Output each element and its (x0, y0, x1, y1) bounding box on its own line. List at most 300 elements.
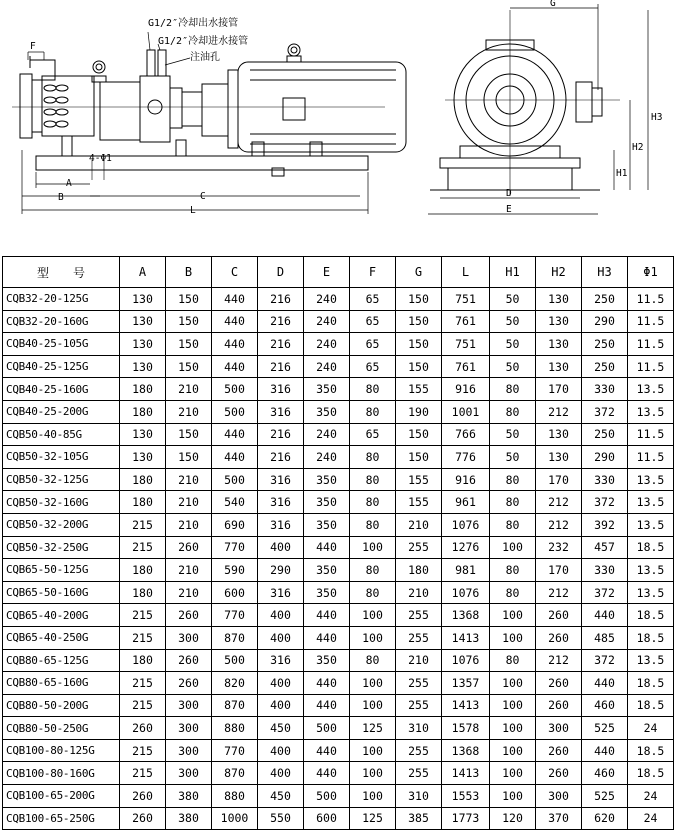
table-row (3, 446, 674, 469)
value-cell: 100 (490, 762, 536, 785)
value-cell: 460 (582, 762, 628, 785)
value-cell: 210 (396, 513, 442, 536)
value-cell: 18.5 (628, 626, 674, 649)
value-cell: 212 (536, 491, 582, 514)
value-cell: 100 (490, 785, 536, 808)
value-cell: 215 (120, 536, 166, 559)
column-header: G (396, 257, 442, 288)
value-cell: 24 (628, 785, 674, 808)
value-cell: 65 (350, 355, 396, 378)
dim-label-H2: H2 (632, 142, 644, 153)
model-cell: CQB65-50-160G (3, 581, 120, 604)
table-row (3, 288, 674, 311)
value-cell: 100 (350, 626, 396, 649)
value-cell: 240 (304, 333, 350, 356)
pump-outline-drawing (0, 0, 675, 252)
value-cell: 330 (582, 559, 628, 582)
value-cell: 1076 (442, 581, 490, 604)
value-cell: 620 (582, 807, 628, 830)
value-cell: 961 (442, 491, 490, 514)
value-cell: 50 (490, 446, 536, 469)
value-cell: 215 (120, 762, 166, 785)
value-cell: 100 (490, 672, 536, 695)
value-cell: 350 (304, 400, 350, 423)
dim-label-E: E (506, 204, 512, 215)
value-cell: 150 (396, 333, 442, 356)
value-cell: 50 (490, 288, 536, 311)
value-cell: 180 (120, 468, 166, 491)
value-cell: 100 (490, 536, 536, 559)
value-cell: 13.5 (628, 491, 674, 514)
value-cell: 250 (582, 423, 628, 446)
model-cell: CQB65-40-250G (3, 626, 120, 649)
value-cell: 150 (396, 446, 442, 469)
value-cell: 125 (350, 807, 396, 830)
table-row (3, 649, 674, 672)
value-cell: 11.5 (628, 310, 674, 333)
value-cell: 50 (490, 355, 536, 378)
value-cell: 316 (258, 400, 304, 423)
table-header-row (3, 257, 674, 288)
table-row (3, 468, 674, 491)
value-cell: 24 (628, 717, 674, 740)
value-cell: 130 (120, 423, 166, 446)
value-cell: 100 (350, 785, 396, 808)
value-cell: 350 (304, 378, 350, 401)
value-cell: 170 (536, 559, 582, 582)
value-cell: 776 (442, 446, 490, 469)
value-cell: 212 (536, 581, 582, 604)
value-cell: 80 (350, 559, 396, 582)
value-cell: 215 (120, 626, 166, 649)
value-cell: 485 (582, 626, 628, 649)
value-cell: 255 (396, 626, 442, 649)
value-cell: 100 (490, 694, 536, 717)
value-cell: 260 (166, 536, 212, 559)
value-cell: 24 (628, 807, 674, 830)
value-cell: 590 (212, 559, 258, 582)
model-cell: CQB40-25-125G (3, 355, 120, 378)
value-cell: 150 (166, 333, 212, 356)
value-cell: 820 (212, 672, 258, 695)
value-cell: 400 (258, 739, 304, 762)
dim-label-B: B (58, 192, 64, 203)
value-cell: 65 (350, 333, 396, 356)
value-cell: 180 (120, 378, 166, 401)
value-cell: 13.5 (628, 559, 674, 582)
table-row (3, 807, 674, 830)
value-cell: 80 (490, 581, 536, 604)
value-cell: 80 (490, 491, 536, 514)
value-cell: 18.5 (628, 739, 674, 762)
value-cell: 13.5 (628, 513, 674, 536)
value-cell: 210 (166, 468, 212, 491)
value-cell: 215 (120, 672, 166, 695)
value-cell: 500 (212, 649, 258, 672)
value-cell: 170 (536, 378, 582, 401)
model-cell: CQB50-32-105G (3, 446, 120, 469)
model-cell: CQB100-65-200G (3, 785, 120, 808)
value-cell: 18.5 (628, 604, 674, 627)
value-cell: 751 (442, 333, 490, 356)
value-cell: 330 (582, 468, 628, 491)
note-outlet: G1/2″冷却出水接管 (148, 18, 239, 29)
value-cell: 330 (582, 378, 628, 401)
value-cell: 100 (490, 717, 536, 740)
table-row (3, 355, 674, 378)
dim-label-G: G (550, 0, 556, 9)
value-cell: 290 (582, 446, 628, 469)
model-cell: CQB80-65-160G (3, 672, 120, 695)
value-cell: 880 (212, 717, 258, 740)
value-cell: 215 (120, 694, 166, 717)
value-cell: 216 (258, 355, 304, 378)
model-cell: CQB65-40-200G (3, 604, 120, 627)
column-header: D (258, 257, 304, 288)
dim-label-H1: H1 (616, 168, 628, 179)
value-cell: 440 (582, 672, 628, 695)
value-cell: 260 (536, 739, 582, 762)
value-cell: 260 (166, 649, 212, 672)
model-cell: CQB100-65-250G (3, 807, 120, 830)
side-view (12, 44, 406, 180)
value-cell: 80 (350, 649, 396, 672)
table-row (3, 400, 674, 423)
value-cell: 1773 (442, 807, 490, 830)
value-cell: 100 (350, 694, 396, 717)
value-cell: 240 (304, 355, 350, 378)
table-row (3, 626, 674, 649)
front-dimensions (428, 4, 648, 214)
value-cell: 440 (212, 446, 258, 469)
value-cell: 310 (396, 785, 442, 808)
value-cell: 255 (396, 604, 442, 627)
value-cell: 440 (582, 604, 628, 627)
value-cell: 18.5 (628, 694, 674, 717)
model-cell: CQB40-25-160G (3, 378, 120, 401)
model-cell: CQB50-32-250G (3, 536, 120, 559)
value-cell: 13.5 (628, 378, 674, 401)
value-cell: 50 (490, 333, 536, 356)
value-cell: 80 (350, 581, 396, 604)
value-cell: 250 (582, 333, 628, 356)
dim-label-holes: 4-Φ1 (89, 153, 112, 164)
value-cell: 80 (350, 400, 396, 423)
value-cell: 1357 (442, 672, 490, 695)
value-cell: 80 (350, 468, 396, 491)
value-cell: 300 (166, 717, 212, 740)
value-cell: 457 (582, 536, 628, 559)
value-cell: 260 (536, 604, 582, 627)
column-header-model: 型 号 (3, 257, 120, 288)
model-cell: CQB100-80-125G (3, 739, 120, 762)
value-cell: 400 (258, 536, 304, 559)
model-cell: CQB50-32-125G (3, 468, 120, 491)
value-cell: 260 (120, 807, 166, 830)
table-row (3, 604, 674, 627)
value-cell: 215 (120, 604, 166, 627)
value-cell: 215 (120, 739, 166, 762)
value-cell: 130 (536, 310, 582, 333)
value-cell: 80 (350, 513, 396, 536)
value-cell: 65 (350, 310, 396, 333)
column-header: B (166, 257, 212, 288)
value-cell: 155 (396, 491, 442, 514)
value-cell: 80 (490, 400, 536, 423)
table-body (3, 288, 674, 830)
value-cell: 130 (120, 310, 166, 333)
value-cell: 50 (490, 310, 536, 333)
value-cell: 80 (490, 378, 536, 401)
value-cell: 13.5 (628, 581, 674, 604)
value-cell: 80 (350, 378, 396, 401)
value-cell: 260 (536, 694, 582, 717)
value-cell: 400 (258, 762, 304, 785)
value-cell: 1413 (442, 626, 490, 649)
value-cell: 125 (350, 717, 396, 740)
value-cell: 440 (304, 626, 350, 649)
value-cell: 130 (120, 333, 166, 356)
value-cell: 540 (212, 491, 258, 514)
value-cell: 18.5 (628, 762, 674, 785)
value-cell: 210 (166, 491, 212, 514)
value-cell: 300 (166, 762, 212, 785)
value-cell: 180 (120, 559, 166, 582)
value-cell: 130 (120, 446, 166, 469)
value-cell: 260 (536, 762, 582, 785)
value-cell: 130 (536, 288, 582, 311)
dimension-table (2, 256, 674, 830)
value-cell: 870 (212, 626, 258, 649)
value-cell: 1578 (442, 717, 490, 740)
value-cell: 130 (536, 333, 582, 356)
value-cell: 770 (212, 536, 258, 559)
value-cell: 300 (536, 717, 582, 740)
value-cell: 300 (536, 785, 582, 808)
value-cell: 215 (120, 513, 166, 536)
model-cell: CQB50-32-200G (3, 513, 120, 536)
value-cell: 761 (442, 355, 490, 378)
value-cell: 440 (304, 739, 350, 762)
value-cell: 212 (536, 649, 582, 672)
value-cell: 232 (536, 536, 582, 559)
value-cell: 13.5 (628, 400, 674, 423)
value-cell: 180 (120, 400, 166, 423)
value-cell: 150 (396, 355, 442, 378)
value-cell: 440 (212, 288, 258, 311)
value-cell: 216 (258, 288, 304, 311)
value-cell: 350 (304, 468, 350, 491)
value-cell: 100 (490, 626, 536, 649)
side-labels (30, 16, 248, 216)
value-cell: 1368 (442, 739, 490, 762)
value-cell: 440 (212, 355, 258, 378)
value-cell: 880 (212, 785, 258, 808)
column-header: C (212, 257, 258, 288)
value-cell: 260 (536, 672, 582, 695)
value-cell: 870 (212, 762, 258, 785)
value-cell: 500 (212, 378, 258, 401)
value-cell: 1413 (442, 694, 490, 717)
model-cell: CQB40-25-200G (3, 400, 120, 423)
value-cell: 210 (166, 581, 212, 604)
value-cell: 130 (536, 355, 582, 378)
value-cell: 372 (582, 491, 628, 514)
value-cell: 216 (258, 333, 304, 356)
value-cell: 761 (442, 310, 490, 333)
table-row (3, 694, 674, 717)
value-cell: 13.5 (628, 649, 674, 672)
model-cell: CQB50-32-160G (3, 491, 120, 514)
table-row (3, 378, 674, 401)
table-row (3, 581, 674, 604)
model-cell: CQB65-50-125G (3, 559, 120, 582)
value-cell: 130 (120, 355, 166, 378)
value-cell: 1076 (442, 513, 490, 536)
value-cell: 210 (166, 513, 212, 536)
value-cell: 440 (304, 694, 350, 717)
value-cell: 240 (304, 446, 350, 469)
value-cell: 180 (120, 491, 166, 514)
table-row (3, 559, 674, 582)
value-cell: 500 (304, 785, 350, 808)
value-cell: 450 (258, 785, 304, 808)
value-cell: 11.5 (628, 355, 674, 378)
dim-label-D: D (506, 188, 512, 199)
column-header: H3 (582, 257, 628, 288)
value-cell: 1076 (442, 649, 490, 672)
value-cell: 316 (258, 649, 304, 672)
value-cell: 216 (258, 423, 304, 446)
value-cell: 65 (350, 288, 396, 311)
value-cell: 100 (350, 739, 396, 762)
value-cell: 440 (304, 604, 350, 627)
value-cell: 80 (490, 468, 536, 491)
value-cell: 290 (258, 559, 304, 582)
note-inlet: G1/2″冷却进水接管 (158, 36, 249, 47)
table-row (3, 672, 674, 695)
value-cell: 310 (396, 717, 442, 740)
value-cell: 210 (166, 559, 212, 582)
value-cell: 150 (166, 310, 212, 333)
value-cell: 690 (212, 513, 258, 536)
value-cell: 150 (166, 355, 212, 378)
value-cell: 550 (258, 807, 304, 830)
value-cell: 1276 (442, 536, 490, 559)
value-cell: 751 (442, 288, 490, 311)
front-labels (506, 0, 662, 215)
column-header: A (120, 257, 166, 288)
value-cell: 440 (582, 739, 628, 762)
value-cell: 255 (396, 762, 442, 785)
value-cell: 440 (304, 536, 350, 559)
value-cell: 250 (582, 288, 628, 311)
value-cell: 916 (442, 378, 490, 401)
value-cell: 770 (212, 604, 258, 627)
value-cell: 150 (166, 423, 212, 446)
value-cell: 316 (258, 491, 304, 514)
value-cell: 300 (166, 694, 212, 717)
value-cell: 100 (350, 762, 396, 785)
value-cell: 130 (536, 446, 582, 469)
value-cell: 380 (166, 807, 212, 830)
column-header: L (442, 257, 490, 288)
value-cell: 255 (396, 536, 442, 559)
value-cell: 180 (120, 581, 166, 604)
value-cell: 255 (396, 694, 442, 717)
column-header: F (350, 257, 396, 288)
value-cell: 380 (166, 785, 212, 808)
table-row (3, 310, 674, 333)
value-cell: 1553 (442, 785, 490, 808)
value-cell: 400 (258, 626, 304, 649)
model-cell: CQB50-40-85G (3, 423, 120, 446)
value-cell: 210 (396, 649, 442, 672)
value-cell: 766 (442, 423, 490, 446)
value-cell: 80 (350, 491, 396, 514)
value-cell: 870 (212, 694, 258, 717)
table-row (3, 717, 674, 740)
value-cell: 372 (582, 400, 628, 423)
model-cell: CQB32-20-125G (3, 288, 120, 311)
value-cell: 18.5 (628, 672, 674, 695)
value-cell: 500 (212, 468, 258, 491)
value-cell: 600 (304, 807, 350, 830)
value-cell: 350 (304, 491, 350, 514)
value-cell: 316 (258, 378, 304, 401)
value-cell: 170 (536, 468, 582, 491)
value-cell: 150 (166, 288, 212, 311)
value-cell: 65 (350, 423, 396, 446)
table-row (3, 739, 674, 762)
value-cell: 150 (396, 288, 442, 311)
value-cell: 130 (120, 288, 166, 311)
value-cell: 525 (582, 785, 628, 808)
value-cell: 400 (258, 604, 304, 627)
value-cell: 13.5 (628, 468, 674, 491)
value-cell: 981 (442, 559, 490, 582)
value-cell: 120 (490, 807, 536, 830)
table-row (3, 536, 674, 559)
value-cell: 350 (304, 649, 350, 672)
value-cell: 80 (490, 649, 536, 672)
value-cell: 260 (166, 604, 212, 627)
value-cell: 250 (582, 355, 628, 378)
dim-label-H3: H3 (651, 112, 663, 123)
table-row (3, 513, 674, 536)
value-cell: 460 (582, 694, 628, 717)
value-cell: 80 (490, 513, 536, 536)
value-cell: 216 (258, 310, 304, 333)
value-cell: 212 (536, 400, 582, 423)
value-cell: 392 (582, 513, 628, 536)
value-cell: 372 (582, 581, 628, 604)
value-cell: 190 (396, 400, 442, 423)
value-cell: 1001 (442, 400, 490, 423)
value-cell: 440 (304, 672, 350, 695)
value-cell: 385 (396, 807, 442, 830)
value-cell: 400 (258, 694, 304, 717)
value-cell: 260 (166, 672, 212, 695)
dim-label-L: L (190, 205, 196, 216)
value-cell: 100 (350, 536, 396, 559)
value-cell: 440 (212, 423, 258, 446)
value-cell: 1000 (212, 807, 258, 830)
column-header: H1 (490, 257, 536, 288)
value-cell: 500 (212, 400, 258, 423)
value-cell: 18.5 (628, 536, 674, 559)
value-cell: 100 (350, 604, 396, 627)
